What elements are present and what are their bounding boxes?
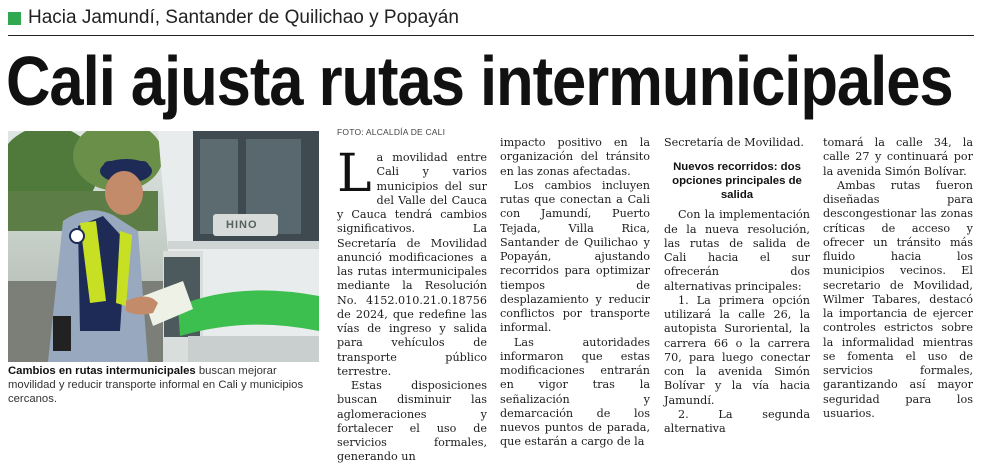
- col2-paragraph-1: impacto positivo en la organización del tránsito en las zonas afectadas.: [500, 136, 650, 178]
- col4-paragraph-1: tomará la calle 34, la calle 27 y continuará por la avenida Simón Bolívar.: [823, 136, 973, 178]
- caption-bold: Cambios en rutas intermunicipales: [8, 365, 196, 377]
- caption-text: buscan mejorar movilidad y reducir transporte informal en Cali y municipios cercanos.: [8, 365, 304, 405]
- col1-paragraph-2: Estas disposiciones buscan disminuir las aglomeraciones y fortalecer el uso de servicios formales, generando un: [337, 379, 487, 464]
- headline: Cali ajusta rutas intermunicipales: [6, 42, 953, 120]
- col4-paragraph-2: Ambas rutas fueron diseñadas para descongestionar las zonas críticas de acceso y ofrecer un tránsito más fluido hacia los municipios vecinos. El secretario de Movilidad, Wilmer Tabares, destacó la importancia de ejercer controles estrictos sobre la informalidad mientras se fomenta el uso de servicios formales, garantizando así mayor seguridad para los usuarios.: [823, 178, 973, 420]
- section-kicker: [8, 6, 459, 30]
- article-subheading: Nuevos recorridos: dos opciones principales de salida: [672, 161, 802, 202]
- col2-paragraph-3: Las autoridades informaron que estas modificaciones entrarán en vigor tras la señalización y demarcación de los nuevos puntos de parada, que estarán a cargo de la: [500, 335, 650, 449]
- photo-caption: [8, 364, 321, 406]
- green-square-icon: [8, 12, 21, 25]
- bus-logo-text: HINO: [226, 219, 258, 231]
- kicker-text: Hacia Jamundí, Santander de Quilichao y Popayán: [28, 7, 459, 28]
- col3-paragraph-2: Con la implementación de la nueva resolución, las rutas de salida de Cali hacia el sur ofrecerán dos alternativas principales:: [664, 208, 810, 293]
- col3-paragraph-1: Secretaría de Movilidad.: [664, 136, 804, 149]
- col1-paragraph-1: a movilidad entre Cali y varios municipios del sur del Valle del Cauca y Cauca tendrá cambios significativos. La Secretaría de Movilidad anunció modificaciones a las rutas intermunicipales mediante la Resolución No. 4152.010.21.0.18756 de 2024, que redefine las vías de ingreso y salida para vehículos de transporte público terrestre.: [337, 151, 487, 378]
- article-column-2: [500, 136, 650, 450]
- photo-credit: FOTO: ALCALDÍA DE CALI: [337, 127, 446, 137]
- col3-paragraph-3: 1. La primera opción utilizará la calle 26, la autopista Suroriental, la carrera 66 o la carrera 70, para luego conectar con la avenida Simón Bolívar y la vía hacia Jamundí.: [664, 293, 810, 407]
- article-column-3: [664, 136, 810, 436]
- col3-paragraph-4: 2. La segunda alternativa: [664, 407, 810, 435]
- inspector-bus-photo: [8, 131, 319, 362]
- col2-paragraph-2: Los cambios incluyen rutas que conectan a Cali con Jamundí, Puerto Tejada, Villa Rica, Santander de Quilichao y Popayán, ajustando recorridos para optimizar tiempos de desplazamiento y reducir conflictos por transporte informal.: [500, 178, 650, 335]
- article-column-4: [823, 136, 973, 421]
- article-photo: [8, 131, 319, 362]
- drop-cap: L: [337, 144, 372, 204]
- article-column-1: [337, 144, 487, 465]
- header-rule: [8, 35, 974, 36]
